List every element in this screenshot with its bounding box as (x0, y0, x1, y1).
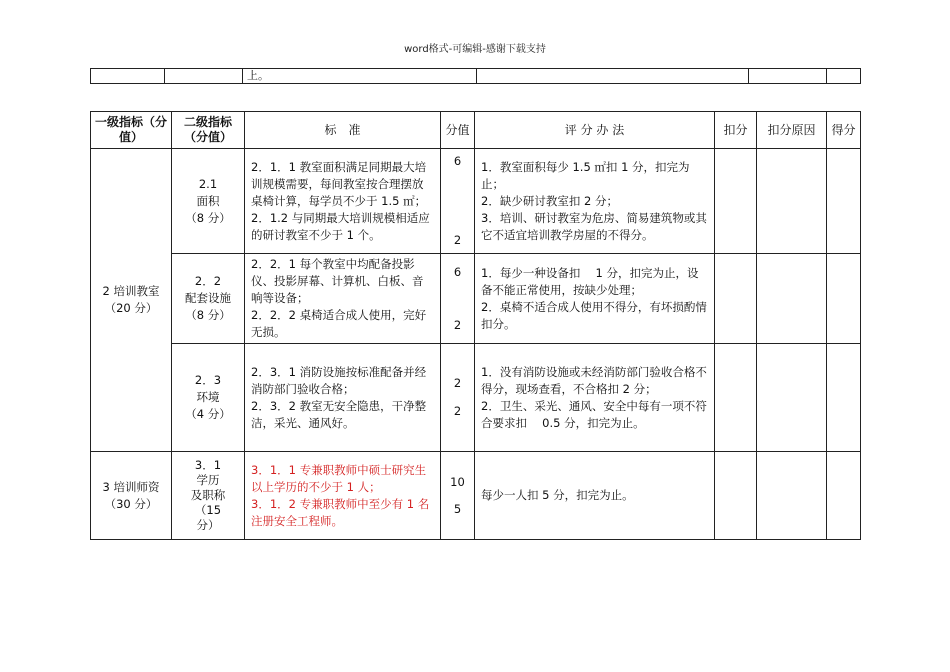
score-value: 10 (450, 474, 465, 489)
table-row (91, 254, 861, 344)
level2-line: 环境 (196, 390, 220, 404)
level2-line: 面积 (196, 193, 220, 208)
score-value: 5 (453, 501, 462, 516)
cell-empty (165, 69, 243, 84)
deduct-cell[interactable] (715, 254, 757, 344)
method-item: 2．卫生、采光、通风、安全中每有一项不符合要求扣 0.5 分，扣完为止。 (481, 398, 707, 430)
col-header-level1: 一级指标（分值） (91, 112, 172, 149)
score-value: 6 (453, 154, 462, 168)
method-cell (475, 254, 715, 344)
level2-line: 2.1 (198, 176, 218, 191)
cell-empty (477, 69, 749, 84)
col-header-method: 评 分 办 法 (475, 112, 715, 149)
method-item: 1．没有消防设施或未经消防部门验收合格不得分，现场查看，不合格扣 2 分； (481, 364, 707, 396)
table-row (91, 149, 861, 254)
level2-line: 3．1 (194, 458, 222, 472)
score-value: 2 (453, 376, 462, 390)
score-value: 2 (453, 404, 462, 418)
level2-line: 2．3 (194, 373, 222, 387)
score-value: 6 (453, 264, 462, 279)
level2-line: （15 (194, 503, 222, 517)
final-score-cell[interactable] (827, 149, 861, 254)
cell-empty (827, 69, 861, 84)
level2-line: 配套设施 (185, 291, 231, 305)
deduct-cell[interactable] (715, 452, 757, 540)
standard-cell (245, 344, 441, 452)
final-score-cell[interactable] (827, 344, 861, 452)
level1-cell: 2 培训教室（20 分） (91, 149, 172, 452)
reason-cell[interactable] (757, 344, 827, 452)
standard-item: 3．1．1 专兼职教师中硕士研究生以上学历的不少于 1 人； (251, 462, 427, 494)
standard-item: 2．3．1 消防设施按标准配备并经消防部门验收合格； (251, 364, 427, 396)
continued-text: 上。 (243, 69, 477, 84)
final-score-cell[interactable] (827, 254, 861, 344)
reason-cell[interactable] (757, 452, 827, 540)
standard-item: 2．1.2 与同期最大培训规模相适应的研讨教室不少于 1 个。 (251, 210, 430, 242)
level2-line: 分） (196, 518, 220, 532)
score-cell (441, 452, 475, 540)
page-header-note: word格式-可编辑-感谢下载支持 (404, 44, 546, 55)
deduct-cell[interactable] (715, 149, 757, 254)
cell-empty (749, 69, 827, 84)
method-item: 每少一人扣 5 分，扣完为止。 (481, 488, 634, 502)
level2-line: （4 分） (185, 407, 231, 421)
level2-cell (172, 344, 245, 452)
col-header-reason: 扣分原因 (757, 112, 827, 149)
standard-item: 2．2．2 桌椅适合成人使用，完好无损。 (251, 308, 427, 339)
standard-cell (245, 254, 441, 344)
evaluation-table (90, 111, 861, 540)
final-score-cell[interactable] (827, 452, 861, 540)
score-cell (441, 254, 475, 344)
level2-line: （8 分） (185, 210, 231, 225)
col-header-score: 分值 (441, 112, 475, 149)
level2-cell (172, 452, 245, 540)
score-value: 2 (453, 317, 462, 332)
table-row (91, 452, 861, 540)
col-header-level2: 二级指标（分值） (172, 112, 245, 149)
method-cell (475, 452, 715, 540)
level2-line: 学历 (196, 473, 220, 487)
col-header-deduct: 扣分 (715, 112, 757, 149)
method-item: 1．每少一种设备扣 1 分，扣完为止，设备不能正常使用，按缺少处理； (481, 265, 699, 297)
score-cell (441, 149, 475, 254)
reason-cell[interactable] (757, 149, 827, 254)
standard-item: 2．3．2 教室无安全隐患，干净整洁，采光、通风好。 (251, 398, 427, 430)
method-item: 3．培训、研讨教室为危房、简易建筑物或其它不适宜培训教学房屋的不得分。 (481, 210, 707, 242)
method-cell (475, 149, 715, 254)
level2-line: 及职称 (190, 488, 226, 502)
method-item: 2．缺少研讨教室扣 2 分； (481, 193, 618, 208)
header-row (91, 112, 861, 149)
method-item: 1．教室面积每少 1.5 ㎡扣 1 分，扣完为止； (481, 159, 690, 191)
col-header-final: 得分 (827, 112, 861, 149)
score-value: 2 (453, 233, 462, 247)
score-cell (441, 344, 475, 452)
col-header-standard: 标 准 (245, 112, 441, 149)
method-item: 2．桌椅不适合成人使用不得分，有坏损酌情扣分。 (481, 299, 707, 331)
deduct-cell[interactable] (715, 344, 757, 452)
level2-cell (172, 149, 245, 254)
table-row (91, 344, 861, 452)
standard-cell (245, 149, 441, 254)
method-cell (475, 344, 715, 452)
standard-item: 2．2．1 每个教室中均配备投影仪、投影屏幕、计算机、白板、音响等设备； (251, 257, 424, 305)
standard-item: 3．1．2 专兼职教师中至少有 1 名注册安全工程师。 (251, 496, 430, 528)
level2-line: （8 分） (185, 308, 231, 322)
continued-table-row (90, 68, 861, 84)
level2-cell (172, 254, 245, 344)
reason-cell[interactable] (757, 254, 827, 344)
level1-cell: 3 培训师资（30 分） (91, 452, 172, 540)
standard-item: 2．1．1 教室面积满足同期最大培训规模需要，每间教室按合理摆放桌椅计算，每学员不少于 1.5 ㎡； (251, 159, 427, 208)
cell-empty (91, 69, 165, 84)
standard-cell (245, 452, 441, 540)
level2-line: 2．2 (194, 274, 222, 288)
